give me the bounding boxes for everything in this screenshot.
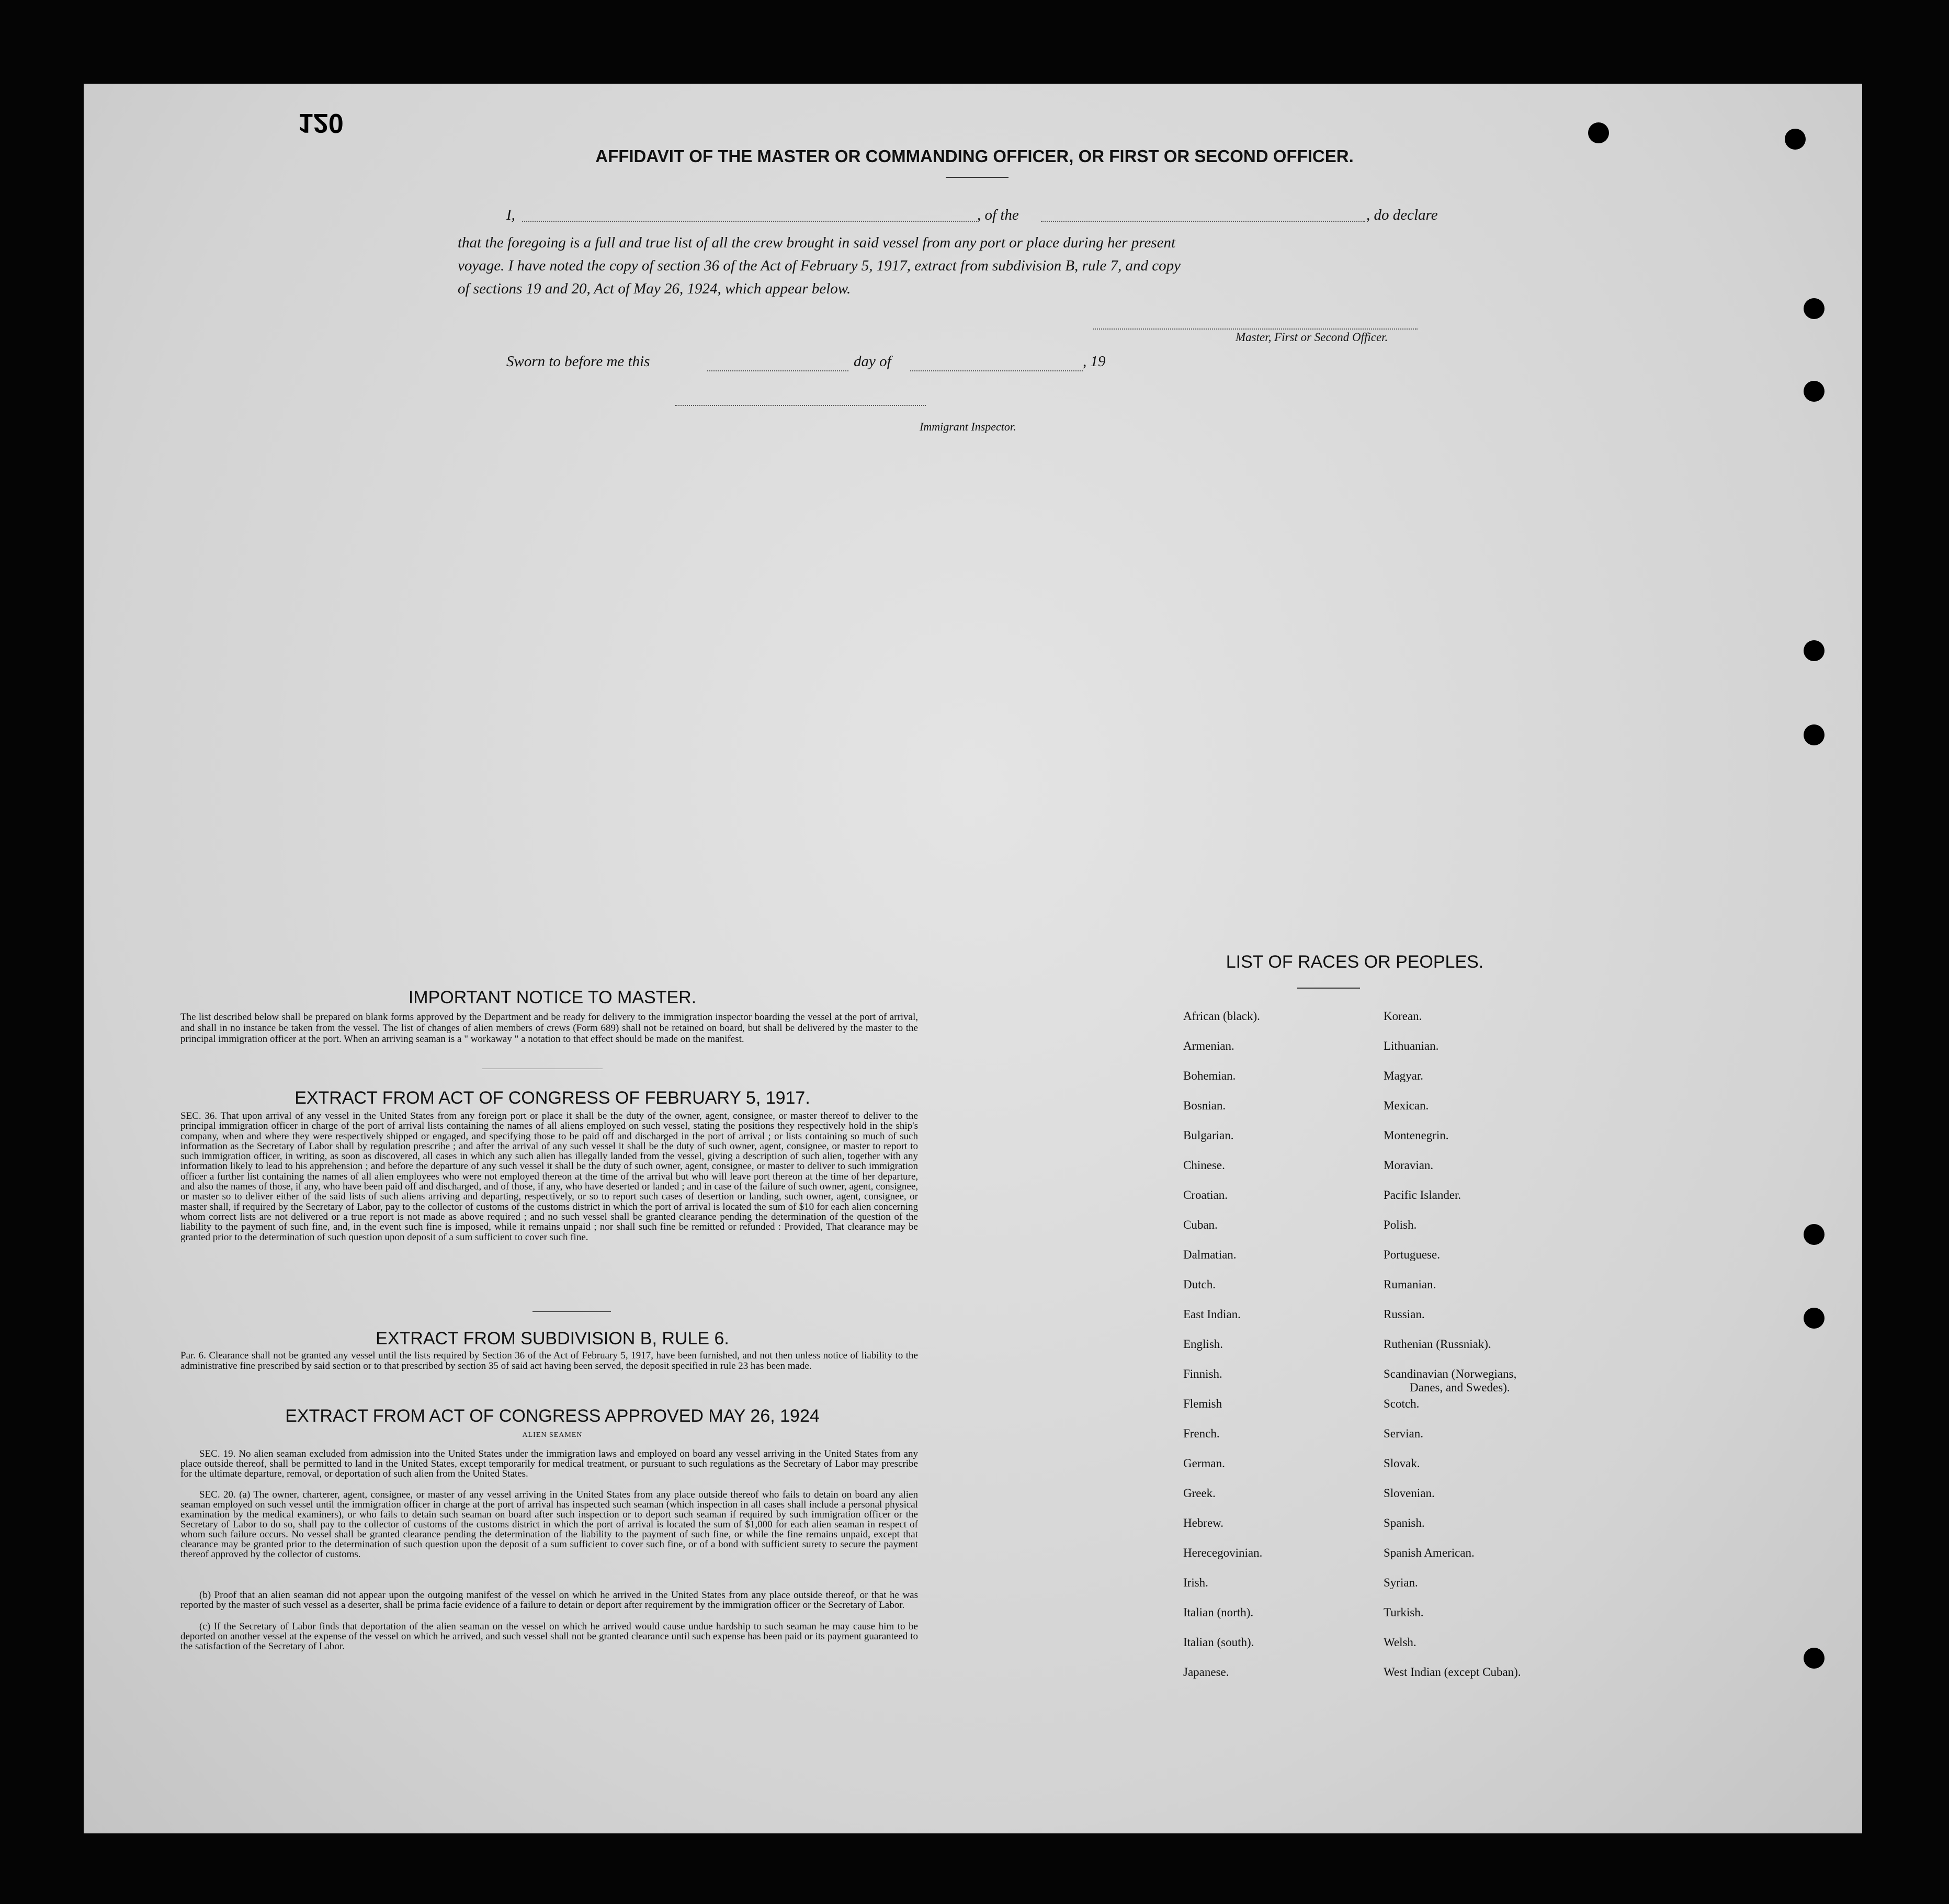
- extract-1924-sec20a: SEC. 20. (a) The owner, charterer, agent, consignee, or master of any vessel arriving in the United States from any place outside thereof who fails to detain on board any alien seaman employed on such vessel until the immigration officer in charge at the port of arrival has inspected such seaman (which inspection in all cases shall include a personal physical examination by the medical examiners), or who fails to detain such seaman on board after such inspection or to deport such seaman if required by such immigration officer or the Secretary of Labor to do so, shall pay to the collector of customs of the customs district in which the port of arrival is located the sum of $1,000 for each alien seaman in respect of whom such failure occurs. No vessel shall be granted clearance pending the determination of the liability to the payment of such fine, or while the fine remains unpaid, except that clearance may be granted prior to the determination of such question upon the deposit of a sum sufficient to cover such fine, or of a bond with sufficient surety to secure the payment thereof approved by the collector of customs.: [180, 1489, 918, 1560]
- race-item: Croatian.: [1183, 1188, 1228, 1202]
- year-label: , 19: [1083, 353, 1106, 370]
- race-item: West Indian (except Cuban).: [1384, 1665, 1521, 1679]
- race-item: English.: [1183, 1338, 1223, 1351]
- race-item: Pacific Islander.: [1384, 1188, 1461, 1202]
- extract-1924-sec20b: (b) Proof that an alien seaman did not appear upon the outgoing manifest of the vessel on which he arrived in the United States from any place outside thereof, or that he was reported by the master of such vessel as a deserter, shall be prima facie evidence of a failure to detain or deport after requirement by the immigration officer or the Secretary of Labor.: [180, 1590, 918, 1611]
- document-page: [84, 84, 1862, 1833]
- race-item: Chinese.: [1183, 1159, 1225, 1172]
- race-item: Spanish American.: [1384, 1546, 1475, 1559]
- extract-1924-title: EXTRACT FROM ACT OF CONGRESS APPROVED MAY 26, 1924: [285, 1406, 820, 1426]
- affidavit-do-declare-label: , do declare: [1366, 207, 1438, 223]
- master-signature-field[interactable]: [1093, 328, 1418, 330]
- punch-hole: [1804, 1224, 1825, 1245]
- sworn-label: Sworn to before me this: [506, 353, 650, 370]
- race-item: Turkish.: [1384, 1606, 1424, 1619]
- affidavit-title-underline: [946, 177, 1009, 178]
- extract-1924-subtitle: ALIEN SEAMEN: [522, 1431, 583, 1439]
- punch-hole: [1804, 1308, 1825, 1329]
- race-item: Bulgarian.: [1183, 1129, 1234, 1142]
- extract-1924-sec19: SEC. 19. No alien seaman excluded from admission into the United States under the immigration laws and employed on board any vessel arriving in the United States from any place outside thereof, shall be permitted to land in the United States, except temporarily for medical treatment, or pursuant to such regulations as the Secretary of Labor may prescribe for the ultimate departure, removal, or deportation of such alien from the United States.: [180, 1448, 918, 1479]
- race-item: Flemish: [1183, 1397, 1222, 1410]
- race-item: Bosnian.: [1183, 1099, 1226, 1112]
- notice-title: IMPORTANT NOTICE TO MASTER.: [408, 988, 697, 1007]
- sworn-day-field[interactable]: [707, 370, 848, 371]
- punch-hole: [1804, 381, 1825, 402]
- race-item: Finnish.: [1183, 1367, 1222, 1380]
- race-item: Irish.: [1183, 1576, 1208, 1589]
- affidavit-title: AFFIDAVIT OF THE MASTER OR COMMANDING OFFICER, OR FIRST OR SECOND OFFICER.: [595, 146, 1354, 166]
- race-item: East Indian.: [1183, 1308, 1241, 1321]
- race-item: Cuban.: [1183, 1218, 1218, 1231]
- affidavit-body-line3: of sections 19 and 20, Act of May 26, 1924, which appear below.: [458, 280, 851, 297]
- race-item: French.: [1183, 1427, 1220, 1440]
- race-item: Russian.: [1384, 1308, 1425, 1321]
- race-item: Greek.: [1183, 1487, 1216, 1500]
- affidavit-i-label: I,: [506, 207, 515, 223]
- extract-rule6-title: EXTRACT FROM SUBDIVISION B, RULE 6.: [376, 1329, 729, 1348]
- affidavit-of-the-label: , of the: [977, 207, 1019, 223]
- affidavit-body-line1: that the foregoing is a full and true list of all the crew brought in said vessel from any port or place during her present: [458, 234, 1176, 251]
- sworn-month-field[interactable]: [910, 370, 1083, 371]
- race-item: Magyar.: [1384, 1069, 1424, 1082]
- race-item: Armenian.: [1183, 1039, 1234, 1052]
- inspector-caption: Immigrant Inspector.: [920, 420, 1016, 433]
- extract-1924-sec20c: (c) If the Secretary of Labor finds that deportation of the alien seaman on the vessel on which he arrived would cause undue hardship to such seaman he may cause him to be deported on another vessel at the expense of the vessel on which he arrived, and such vessel shall not be granted clearance until such expense has been paid or its payment guaranteed to the satisfaction of the Secretary of Labor.: [180, 1621, 918, 1652]
- race-item: Syrian.: [1384, 1576, 1418, 1589]
- day-of-label: day of: [854, 353, 891, 370]
- race-item: Rumanian.: [1384, 1278, 1436, 1291]
- race-item: Slovak.: [1384, 1457, 1420, 1470]
- races-title-underline: [1297, 988, 1360, 989]
- affidavit-body-line2: voyage. I have noted the copy of section 36 of the Act of February 5, 1917, extract from subdivision B, rule 7, and copy: [458, 257, 1181, 274]
- extract-1917-divider: [532, 1311, 611, 1312]
- race-item: Dalmatian.: [1183, 1248, 1237, 1261]
- race-item: Scotch.: [1384, 1397, 1420, 1410]
- race-item: Dutch.: [1183, 1278, 1216, 1291]
- stamp-number-text: 120: [298, 108, 344, 138]
- race-item: Moravian.: [1384, 1159, 1434, 1172]
- affidavit-name-field[interactable]: [522, 221, 977, 222]
- race-item: African (black).: [1183, 1010, 1260, 1023]
- race-item: Servian.: [1384, 1427, 1424, 1440]
- inspector-signature-field[interactable]: [675, 405, 926, 406]
- race-item: Herecegovinian.: [1183, 1546, 1263, 1559]
- race-item: Japanese.: [1183, 1665, 1229, 1679]
- race-item: German.: [1183, 1457, 1225, 1470]
- race-item: Mexican.: [1384, 1099, 1429, 1112]
- extract-1917-text: SEC. 36. That upon arrival of any vessel in the United States from any foreign port or place it shall be the duty of the owner, agent, consignee, or master thereof to deliver to the principal immigration officer in charge of the port of arrival lists containing the names of all aliens employed on such vessel, stating the positions they respectively hold in the ship's company, when and where they were respectively shipped or engaged, and specifying those to be paid off and discharged in the port of arrival ; or lists containing so much of such information as the Secretary of Labor shall by regulation prescribe ; and after the arrival of any such vessel it shall be the duty of such owner, agent, consignee, or master to report to such immigration officer, in writing, as soon as discovered, all cases in which any such alien has illegally landed from the vessel, giving a description of such alien, together with any information likely to lead to his apprehension ; and before the departure of any such vessel it shall be the duty of such owner, agent, consignee, or master to deliver to such immigration officer a further list containing the names of all alien employees who were not employed thereon at the time of the arrival but who will leave port thereon at the time of her departure, and also the names of those, if any, who have been paid off and discharged, and of those, if any, who have deserted or landed ; and in case of the failure of such owner, agent, consignee, or master so to deliver either of the said lists of such aliens arriving and departing, respectively, or so to report such cases of desertion or landing, such owner, agent, consignee, or master shall, if required by the Secretary of Labor, pay to the collector of customs of the customs district in which the port of arrival is located the sum of $10 for each alien concerning whom correct lists are not delivered or a true report is not made as above required ; and no such vessel shall be granted clearance pending the determination of the question of the liability to the payment of such fine, and, in the event such fine is imposed, while it remains unpaid ; nor shall such fine be remitted or refunded : Provided, That clearance may be granted prior to the determination of such question upon deposit of a sum sufficient to cover such fine.: [180, 1110, 918, 1243]
- race-item: Hebrew.: [1183, 1516, 1224, 1529]
- extract-1917-title: EXTRACT FROM ACT OF CONGRESS OF FEBRUARY 5, 1917.: [294, 1088, 810, 1108]
- race-item: Lithuanian.: [1384, 1039, 1439, 1052]
- race-item-continuation: Danes, and Swedes).: [1410, 1381, 1510, 1394]
- master-signature-caption: Master, First or Second Officer.: [1236, 331, 1388, 344]
- race-item: Welsh.: [1384, 1636, 1417, 1649]
- race-item: Polish.: [1384, 1218, 1417, 1231]
- race-item: Korean.: [1384, 1010, 1422, 1023]
- race-item: Montenegrin.: [1384, 1129, 1449, 1142]
- race-item: Spanish.: [1384, 1516, 1425, 1529]
- affidavit-body: [458, 231, 1459, 300]
- races-title: LIST OF RACES OR PEOPLES.: [1226, 952, 1484, 972]
- punch-hole: [1804, 298, 1825, 319]
- race-item: Ruthenian (Russniak).: [1384, 1338, 1491, 1351]
- punch-hole: [1804, 1648, 1825, 1669]
- stamp-number: [298, 107, 344, 139]
- race-item: Bohemian.: [1183, 1069, 1236, 1082]
- punch-hole: [1588, 122, 1609, 143]
- race-item: Slovenian.: [1384, 1487, 1435, 1500]
- race-item: Italian (north).: [1183, 1606, 1254, 1619]
- race-item: Scandinavian (Norwegians,: [1384, 1367, 1517, 1380]
- punch-hole: [1804, 640, 1825, 661]
- race-item: Italian (south).: [1183, 1636, 1254, 1649]
- punch-hole: [1804, 724, 1825, 745]
- notice-text: The list described below shall be prepared on blank forms approved by the Department and be ready for delivery to the immigration inspector boarding the vessel at the port of arrival, and shall in no instance be taken from the vessel. The list of changes of alien members of crews (Form 689) shall not be retained on board, but shall be delivered by the master to the principal immigration officer at the port. When an arriving seaman is a " workaway " a notation to that effect should be made on the manifest.: [180, 1012, 918, 1045]
- race-item: Portuguese.: [1384, 1248, 1440, 1261]
- affidavit-vessel-field[interactable]: [1041, 221, 1365, 222]
- extract-rule6-text: Par. 6. Clearance shall not be granted any vessel until the lists required by Section 36 of the Act of February 5, 1917, have been furnished, and not then unless notice of liability to the administrative fine prescribed by said section or to that prescribed by section 35 of said act having been served, the deposit specified in rule 23 has been made.: [180, 1350, 918, 1372]
